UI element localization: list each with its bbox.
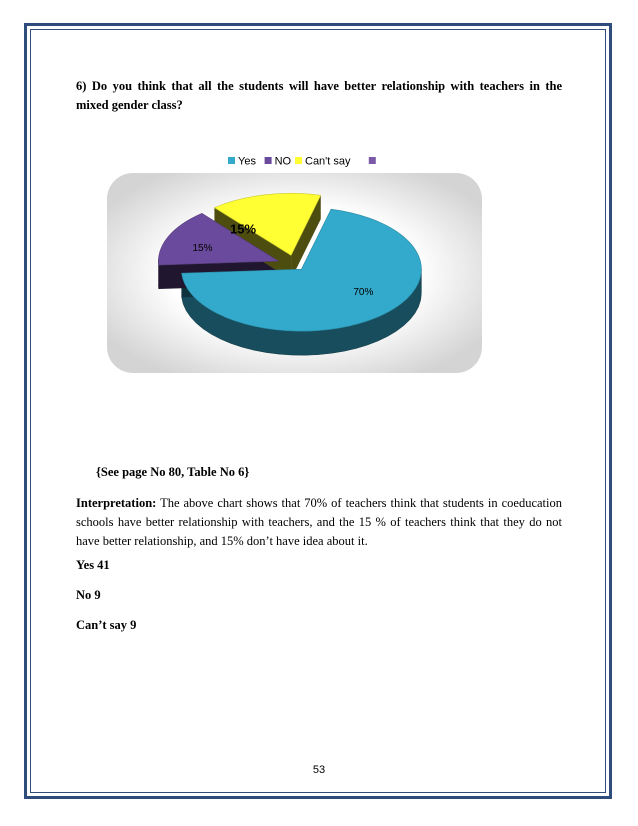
page-number: 53 (312, 764, 326, 776)
data-label: 15% (192, 243, 213, 255)
interpretation-paragraph (76, 494, 562, 551)
data-label: 70% (353, 287, 374, 299)
legend-label: Can't say (305, 155, 351, 168)
legend-swatch (228, 157, 235, 164)
legend-label: NO (274, 155, 292, 168)
count-no: No 9 (76, 588, 101, 602)
interpretation-text: The above chart shows that 70% of teachers think that students in coeducation schools have better relationship with teachers, and the 15 % of teachers think that they do not have better relationship, and 15% don’t have idea about it. (76, 496, 562, 548)
data-label: 15% (230, 221, 257, 237)
pie-chart (95, 145, 545, 385)
table-reference: {See page No 80, Table No 6} (96, 465, 250, 479)
count-yes: Yes 41 (76, 558, 110, 572)
legend-swatch (295, 157, 302, 164)
pie-chart-svg (95, 145, 545, 385)
page-border-inner (30, 29, 606, 793)
legend-label: Yes (238, 155, 256, 168)
count-cant-say: Can’t say 9 (76, 618, 137, 632)
interpretation-label: Interpretation: (76, 496, 157, 510)
legend-swatch (265, 157, 272, 164)
question-text: 6) Do you think that all the students will have better relationship with teachers in the mixed gender class? (76, 79, 562, 112)
legend-swatch (369, 157, 376, 164)
